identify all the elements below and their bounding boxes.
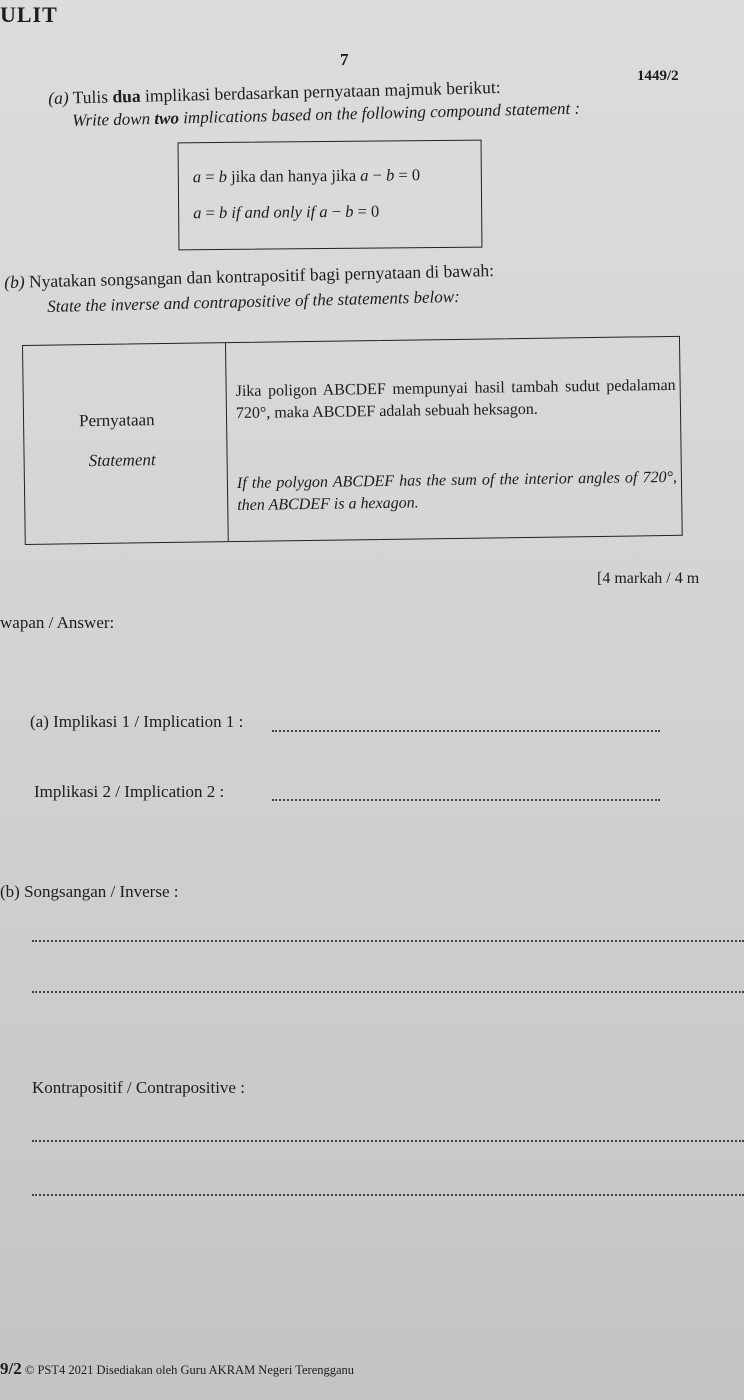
contrapositive-answer-line-2[interactable]	[32, 1194, 744, 1196]
qb-ms-text: Nyatakan songsangan dan kontrapositif bagi pernyataan di bawah:	[28, 260, 495, 292]
inverse-answer-line-1[interactable]	[32, 940, 744, 942]
answer-heading: wapan / Answer:	[0, 613, 115, 632]
inverse-answer-line-2[interactable]	[32, 991, 744, 993]
compound-statement-en: a = b if and only if a − b = 0	[193, 201, 380, 223]
qa-ms-bold: dua	[112, 85, 141, 107]
compound-statement-ms: a = b jika dan hanya jika a − b = 0	[192, 165, 421, 187]
table-statement-en: If the polygon ABCDEF has the sum of the interior angles of 720°, then ABCDEF is a hexagon.	[236, 468, 678, 515]
page-number: 7	[340, 50, 349, 69]
compound-en-connector: if and only if	[231, 202, 316, 222]
statement-table	[22, 336, 683, 545]
implication-1-answer-line[interactable]	[272, 730, 660, 732]
question-b-instruction-en: State the inverse and contrapositive of the statements below:	[47, 286, 460, 316]
header-left-text: ULIT	[0, 2, 58, 27]
implication-1-label: (a) Implikasi 1 / Implication 1 :	[30, 712, 244, 731]
footer-code: 9/2	[0, 1359, 22, 1378]
qa-en-pre: Write down	[72, 108, 155, 130]
question-a-label: (a)	[48, 87, 69, 108]
contrapositive-label: Kontrapositif / Contrapositive :	[32, 1078, 245, 1097]
implication-2-answer-line[interactable]	[272, 799, 660, 801]
question-b-label: (b)	[4, 271, 25, 292]
qa-en-post: implications based on the following compound statement :	[178, 98, 581, 128]
qa-ms-pre: Tulis	[72, 86, 113, 108]
qa-en-bold: two	[154, 108, 180, 128]
table-divider	[225, 343, 229, 541]
qa-ms-post: implikasi berdasarkan pernyataan majmuk berikut:	[140, 76, 501, 106]
table-statement-ms: Jika poligon ABCDEF mempunyai hasil tambah sudut pedalaman 720°, maka ABCDEF adalah sebuah heksagon.	[235, 376, 676, 423]
footer	[0, 1359, 354, 1379]
contrapositive-answer-line-1[interactable]	[32, 1140, 744, 1142]
footer-text: © PST4 2021 Disediakan oleh Guru AKRAM Negeri Terengganu	[24, 1363, 355, 1377]
implication-2-label: Implikasi 2 / Implication 2 :	[34, 782, 225, 801]
marks-label: [4 markah / 4 m	[597, 570, 700, 587]
compound-statement-box	[178, 140, 483, 251]
table-label-ms: Pernyataan	[78, 410, 155, 431]
compound-ms-connector: jika dan hanya jika	[230, 165, 357, 186]
table-label-en: Statement	[88, 450, 156, 471]
paper-code: 1449/2	[637, 68, 679, 84]
inverse-label: (b) Songsangan / Inverse :	[0, 882, 179, 901]
